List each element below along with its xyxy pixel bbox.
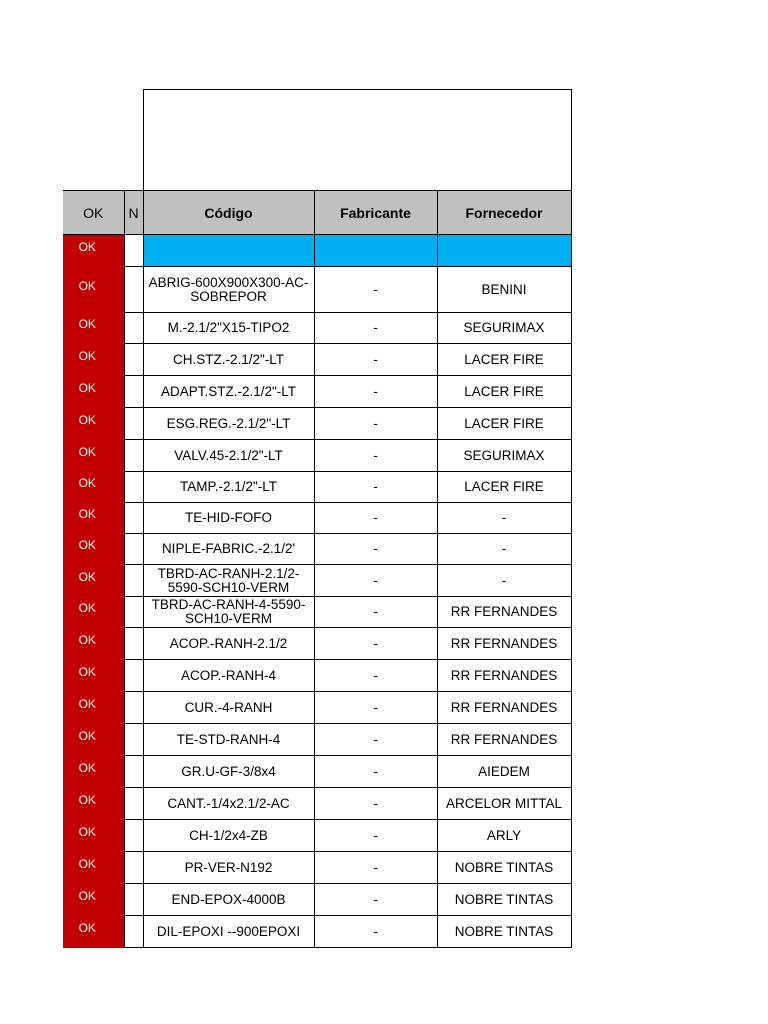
table-row xyxy=(63,534,571,565)
n-cell xyxy=(124,440,143,472)
codigo-cell: ACOP.-RANH-2.1/2 xyxy=(143,628,314,660)
ok-status-label: OK xyxy=(78,278,96,293)
table-row xyxy=(63,756,571,788)
fabricante-cell xyxy=(314,235,437,267)
ok-status-cell xyxy=(63,313,124,344)
fabricante-cell: - xyxy=(314,408,437,440)
codigo-cell: GR.U-GF-3/8x4 xyxy=(143,756,314,788)
table-row xyxy=(63,788,571,820)
fornecedor-cell: LACER FIRE xyxy=(437,408,571,440)
ok-status-label: OK xyxy=(78,824,96,839)
fornecedor-cell: NOBRE TINTAS xyxy=(437,884,571,916)
fabricante-cell: - xyxy=(314,852,437,884)
fornecedor-cell: SEGURIMAX xyxy=(437,313,571,344)
fabricante-cell: - xyxy=(314,820,437,852)
ok-status-label: OK xyxy=(78,696,96,711)
table-row xyxy=(63,884,571,916)
codigo-column-header: Código xyxy=(143,191,314,235)
ok-status-cell xyxy=(63,788,124,820)
ok-status-label: OK xyxy=(78,412,96,427)
fabricante-cell: - xyxy=(314,916,437,948)
n-cell xyxy=(124,852,143,884)
fornecedor-cell xyxy=(437,235,571,267)
codigo-cell: TBRD-AC-RANH-4-5590-SCH10-VERM xyxy=(143,597,314,628)
ok-status-label: OK xyxy=(78,760,96,775)
header-title-box xyxy=(143,89,572,190)
fabricante-cell: - xyxy=(314,313,437,344)
fornecedor-cell: RR FERNANDES xyxy=(437,597,571,628)
codigo-cell: NIPLE-FABRIC.-2.1/2' xyxy=(143,534,314,565)
fabricante-cell: - xyxy=(314,724,437,756)
ok-status-cell xyxy=(63,884,124,916)
codigo-cell: DIL-EPOXI --900EPOXI xyxy=(143,916,314,948)
fornecedor-cell: - xyxy=(437,503,571,534)
fabricante-cell: - xyxy=(314,565,437,597)
n-cell xyxy=(124,235,143,267)
ok-status-label: OK xyxy=(78,317,96,331)
fabricante-cell: - xyxy=(314,884,437,916)
table-row xyxy=(63,660,571,692)
ok-status-label: OK xyxy=(78,476,96,490)
fornecedor-column-header: Fornecedor xyxy=(437,191,571,235)
ok-status-cell xyxy=(63,408,124,440)
ok-status-label: OK xyxy=(78,538,96,552)
fornecedor-cell: - xyxy=(437,565,571,597)
codigo-cell: END-EPOX-4000B xyxy=(143,884,314,916)
ok-status-cell xyxy=(63,440,124,472)
table-row xyxy=(63,344,571,376)
ok-status-label: OK xyxy=(78,792,96,807)
n-cell xyxy=(124,503,143,534)
n-column-header: N xyxy=(124,191,143,235)
codigo-cell: TAMP.-2.1/2"-LT xyxy=(143,472,314,503)
ok-status-label: OK xyxy=(78,856,96,871)
fabricante-cell: - xyxy=(314,756,437,788)
n-cell xyxy=(124,472,143,503)
n-cell xyxy=(124,788,143,820)
codigo-cell: TBRD-AC-RANH-2.1/2-5590-SCH10-VERM xyxy=(143,565,314,597)
ok-status-label: OK xyxy=(78,920,96,935)
fornecedor-cell: RR FERNANDES xyxy=(437,724,571,756)
n-cell xyxy=(124,724,143,756)
fornecedor-cell: NOBRE TINTAS xyxy=(437,916,571,948)
n-cell xyxy=(124,756,143,788)
table-row xyxy=(63,376,571,408)
ok-status-cell xyxy=(63,756,124,788)
n-cell xyxy=(124,916,143,948)
ok-status-cell xyxy=(63,660,124,692)
ok-status-label: OK xyxy=(78,728,96,743)
fabricante-cell: - xyxy=(314,628,437,660)
codigo-cell: CH-1/2x4-ZB xyxy=(143,820,314,852)
ok-status-label: OK xyxy=(78,507,96,521)
table-row xyxy=(63,852,571,884)
ok-status-cell xyxy=(63,597,124,628)
codigo-cell xyxy=(143,235,314,267)
n-cell xyxy=(124,376,143,408)
materials-table xyxy=(63,190,572,948)
codigo-cell: VALV.45-2.1/2"-LT xyxy=(143,440,314,472)
ok-status-label: OK xyxy=(78,632,96,647)
ok-status-cell xyxy=(63,267,124,313)
codigo-cell: CANT.-1/4x2.1/2-AC xyxy=(143,788,314,820)
table-row xyxy=(63,565,571,597)
table-row xyxy=(63,916,571,948)
table-row xyxy=(63,472,571,503)
n-cell xyxy=(124,597,143,628)
table-row xyxy=(63,408,571,440)
table-row xyxy=(63,503,571,534)
fornecedor-cell: SEGURIMAX xyxy=(437,440,571,472)
ok-status-cell xyxy=(63,820,124,852)
codigo-cell: ADAPT.STZ.-2.1/2"-LT xyxy=(143,376,314,408)
table-header-row xyxy=(63,191,571,235)
ok-status-cell xyxy=(63,534,124,565)
fabricante-cell: - xyxy=(314,376,437,408)
fabricante-cell: - xyxy=(314,472,437,503)
codigo-cell: ABRIG-600X900X300-AC-SOBREPOR xyxy=(143,267,314,313)
fabricante-cell: - xyxy=(314,660,437,692)
n-cell xyxy=(124,267,143,313)
ok-status-cell xyxy=(63,472,124,503)
codigo-cell: ESG.REG.-2.1/2"-LT xyxy=(143,408,314,440)
n-cell xyxy=(124,884,143,916)
codigo-cell: TE-STD-RANH-4 xyxy=(143,724,314,756)
ok-column-header: OK xyxy=(63,191,124,235)
ok-status-cell xyxy=(63,724,124,756)
n-cell xyxy=(124,660,143,692)
codigo-cell: TE-HID-FOFO xyxy=(143,503,314,534)
ok-status-cell xyxy=(63,503,124,534)
ok-status-label: OK xyxy=(78,348,96,363)
n-cell xyxy=(124,692,143,724)
codigo-cell: CUR.-4-RANH xyxy=(143,692,314,724)
n-cell xyxy=(124,408,143,440)
fornecedor-cell: - xyxy=(437,534,571,565)
fabricante-cell: - xyxy=(314,440,437,472)
ok-status-cell xyxy=(63,565,124,597)
fabricante-cell: - xyxy=(314,692,437,724)
ok-status-cell xyxy=(63,628,124,660)
ok-status-label: OK xyxy=(78,444,96,459)
fornecedor-cell: ARCELOR MITTAL xyxy=(437,788,571,820)
table-row xyxy=(63,440,571,472)
ok-status-label: OK xyxy=(78,239,96,254)
fornecedor-cell: BENINI xyxy=(437,267,571,313)
fabricante-cell: - xyxy=(314,788,437,820)
ok-status-label: OK xyxy=(78,888,96,903)
table-row xyxy=(63,597,571,628)
n-cell xyxy=(124,628,143,660)
fornecedor-cell: RR FERNANDES xyxy=(437,692,571,724)
fabricante-cell: - xyxy=(314,344,437,376)
ok-status-label: OK xyxy=(78,601,96,615)
table-body xyxy=(63,235,571,948)
fornecedor-cell: AIEDEM xyxy=(437,756,571,788)
fabricante-cell: - xyxy=(314,267,437,313)
ok-status-cell xyxy=(63,344,124,376)
n-cell xyxy=(124,344,143,376)
n-cell xyxy=(124,820,143,852)
fornecedor-cell: ARLY xyxy=(437,820,571,852)
fornecedor-cell: RR FERNANDES xyxy=(437,628,571,660)
ok-status-cell xyxy=(63,376,124,408)
ok-status-label: OK xyxy=(78,569,96,584)
table-row xyxy=(63,820,571,852)
fornecedor-cell: RR FERNANDES xyxy=(437,660,571,692)
ok-status-cell xyxy=(63,916,124,948)
fabricante-cell: - xyxy=(314,503,437,534)
table-row xyxy=(63,313,571,344)
fornecedor-cell: LACER FIRE xyxy=(437,472,571,503)
ok-status-cell xyxy=(63,852,124,884)
n-cell xyxy=(124,565,143,597)
fabricante-cell: - xyxy=(314,597,437,628)
table-row xyxy=(63,267,571,313)
n-cell xyxy=(124,313,143,344)
fabricante-column-header: Fabricante xyxy=(314,191,437,235)
codigo-cell: ACOP.-RANH-4 xyxy=(143,660,314,692)
n-cell xyxy=(124,534,143,565)
table-row xyxy=(63,724,571,756)
ok-status-label: OK xyxy=(78,664,96,679)
table-row xyxy=(63,692,571,724)
ok-status-cell xyxy=(63,692,124,724)
fabricante-cell: - xyxy=(314,534,437,565)
table-row xyxy=(63,628,571,660)
table-row xyxy=(63,235,571,267)
codigo-cell: CH.STZ.-2.1/2"-LT xyxy=(143,344,314,376)
fornecedor-cell: NOBRE TINTAS xyxy=(437,852,571,884)
ok-status-label: OK xyxy=(78,380,96,395)
codigo-cell: M.-2.1/2"X15-TIPO2 xyxy=(143,313,314,344)
fornecedor-cell: LACER FIRE xyxy=(437,376,571,408)
codigo-cell: PR-VER-N192 xyxy=(143,852,314,884)
fornecedor-cell: LACER FIRE xyxy=(437,344,571,376)
ok-status-cell xyxy=(63,235,124,267)
